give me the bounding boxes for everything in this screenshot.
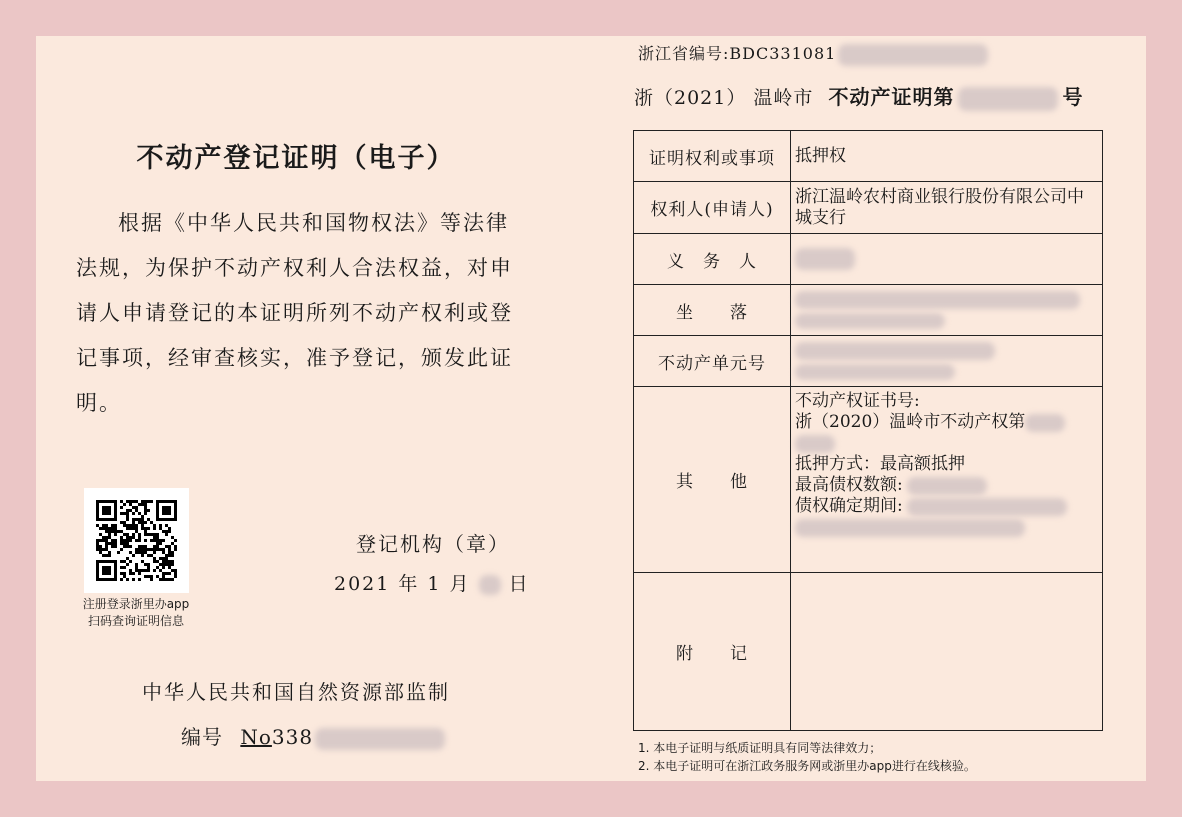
cert-prefix: 浙（2021） 温岭市 [634, 87, 814, 109]
redacted-unit-line1 [795, 342, 995, 360]
province-number [638, 41, 988, 66]
qr-code[interactable] [84, 488, 189, 593]
cert-main: 不动产证明第 [828, 85, 955, 109]
row-label-location: 坐 落 [634, 285, 791, 336]
redacted-unit-line2 [795, 364, 955, 380]
registration-seal-label: 登记机构（章） [356, 532, 510, 556]
redacted-obligor [795, 248, 855, 270]
other-line-max-debt: 最高债权数额: [795, 475, 1098, 496]
qr-caption [56, 596, 216, 630]
table-row [634, 573, 1103, 731]
row-label-unit-number: 不动产单元号 [634, 336, 791, 387]
footnote-1: 1. 本电子证明与纸质证明具有同等法律效力； [638, 741, 882, 755]
row-value-obligee: 浙江温岭农村商业银行股份有限公司中城支行 [791, 182, 1103, 234]
table-row [634, 131, 1103, 182]
table-row [634, 336, 1103, 387]
issue-date-day-suffix: 日 [508, 573, 530, 595]
redacted-location-line2 [795, 313, 945, 329]
row-value-right-type: 抵押权 [791, 131, 1103, 182]
row-value-location [791, 285, 1103, 336]
qr-code-icon [96, 500, 177, 581]
other-line-mortgage-type: 抵押方式：最高额抵押 [795, 454, 965, 474]
serial-number [181, 721, 445, 750]
certificate-intro-text: 根据《中华人民共和国物权法》等法律法规，为保护不动产权利人合法权益，对申请人申请登记的本证明所列不动产权利或登记事项，经审查核实，准予登记，颁发此证明。 [76, 211, 513, 415]
row-label-right-type: 证明权利或事项 [634, 131, 791, 182]
issue-date [334, 569, 530, 596]
redacted-cert-number [958, 87, 1058, 111]
issue-date-year-month: 2021 年 1 月 [334, 573, 471, 595]
other-line-cert-label: 不动产权证书号: [795, 391, 920, 411]
redacted-serial [315, 728, 445, 750]
footnotes [638, 739, 976, 775]
serial-visible: 338 [271, 725, 314, 749]
row-label-other: 其 他 [634, 387, 791, 573]
table-row [634, 387, 1103, 573]
qr-caption-line1: 注册登录浙里办app [82, 597, 190, 611]
redacted-day [479, 575, 501, 595]
other-line-redacted-2 [795, 517, 1098, 538]
row-value-obligor [791, 234, 1103, 285]
other-line-redacted [795, 433, 1098, 454]
qr-caption-line2: 扫码查询证明信息 [87, 614, 184, 628]
serial-label: 编号 [181, 725, 223, 749]
redacted-location-line1 [795, 291, 1080, 309]
row-value-notes [791, 573, 1103, 731]
province-number-text: 浙江省编号:BDC331081 [638, 44, 837, 63]
cert-suffix: 号 [1062, 85, 1084, 109]
certificate-table [633, 130, 1103, 731]
row-value-unit-number [791, 336, 1103, 387]
certificate-page [36, 36, 1146, 781]
table-row [634, 285, 1103, 336]
row-label-obligee: 权利人(申请人) [634, 182, 791, 234]
table-row [634, 182, 1103, 234]
redacted-province-number [838, 44, 988, 66]
row-label-obligor: 义 务 人 [634, 234, 791, 285]
certificate-number-line [634, 81, 1104, 111]
certificate-title: 不动产登记证明（电子） [136, 143, 456, 174]
row-value-other [791, 387, 1103, 573]
table-row [634, 234, 1103, 285]
supervisor-line: 中华人民共和国自然资源部监制 [142, 680, 450, 704]
serial-prefix: No [240, 725, 272, 749]
row-label-notes: 附 记 [634, 573, 791, 731]
other-line-debt-period: 债权确定期间: [795, 496, 1098, 517]
footnote-2: 2. 本电子证明可在浙江政务服务网或浙里办app进行在线核验。 [638, 759, 976, 773]
other-line-cert-number: 浙（2020）温岭市不动产权第 [795, 412, 1098, 433]
